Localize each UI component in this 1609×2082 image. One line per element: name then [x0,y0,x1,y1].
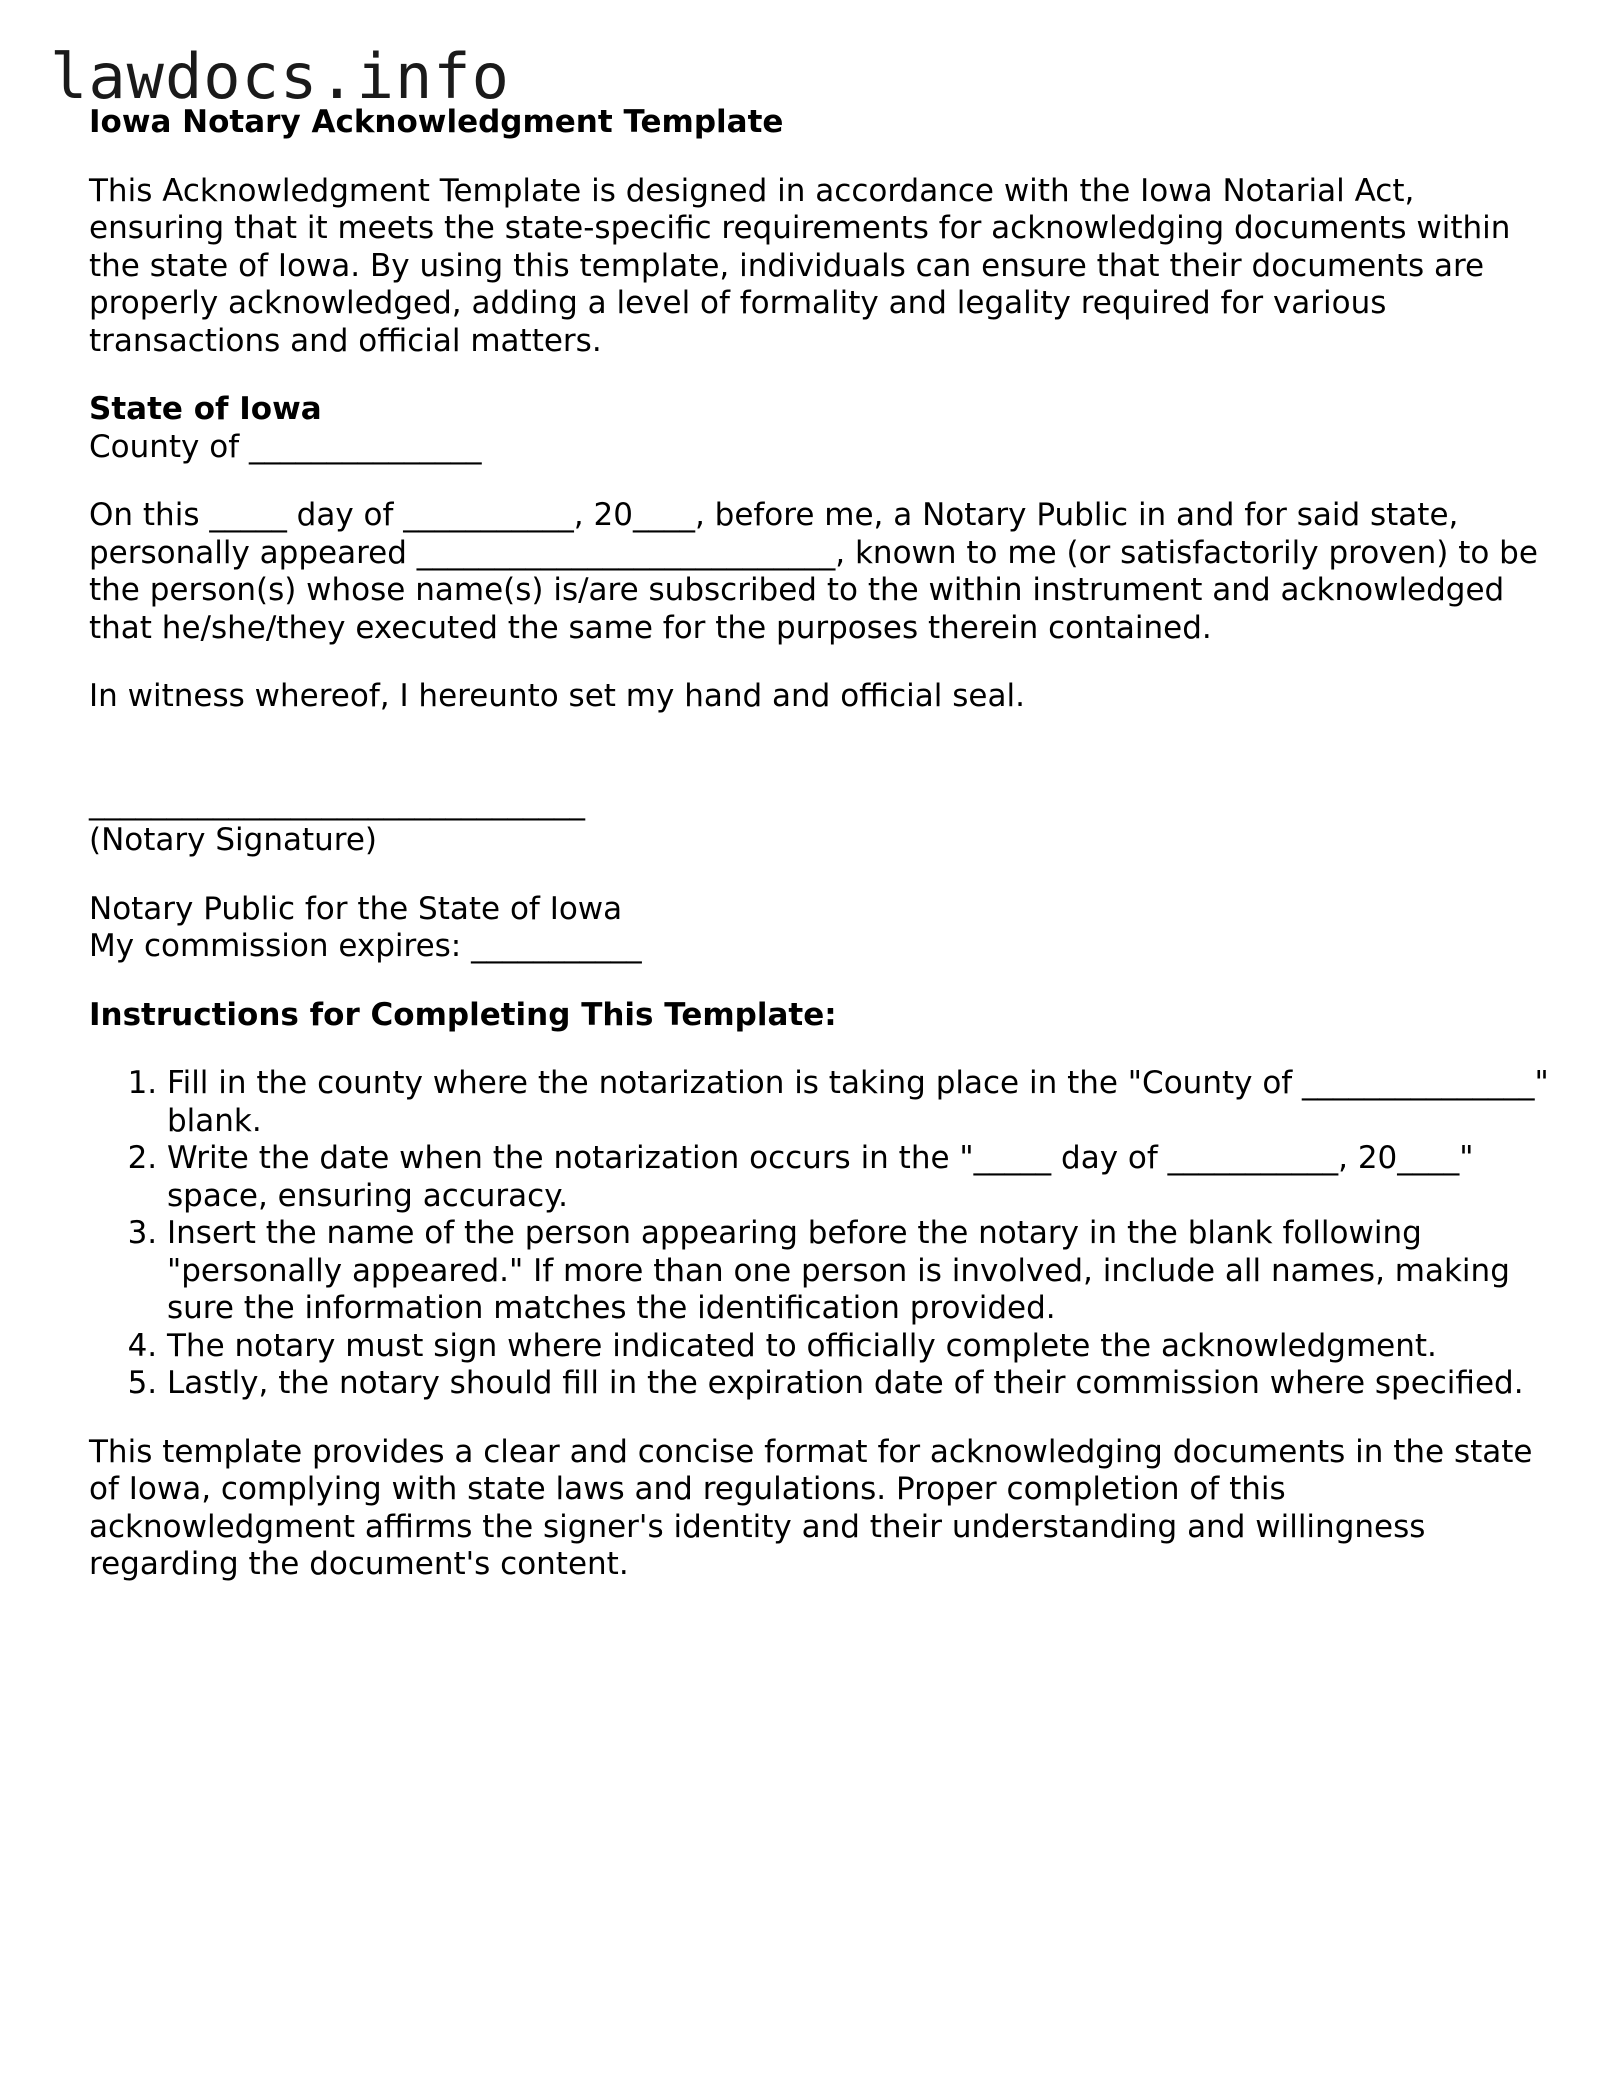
instruction-item: 5. Lastly, the notary should fill in the expiration date of their commission where specified. [167,1365,1549,1403]
notary-public-line: Notary Public for the State of Iowa [89,890,623,927]
witness-paragraph: In witness whereof, I hereunto set my hand and official seal. [89,678,1025,714]
document-title: Iowa Notary Acknowledgment Template [89,104,784,140]
signature-label: (Notary Signature) [89,822,377,858]
commission-line: My commission expires: ___________ [89,928,642,964]
closing-paragraph: This template provides a clear and concise format for acknowledging documents in the state of Iowa, complying with state laws and regulations. Proper completion of this acknowledgment affirms the signer's identity and their understanding and willingness regarding the document's content. [89,1433,1533,1582]
instructions-list [89,1065,1549,1403]
watermark-text: lawdocs.info [50,40,510,113]
instruction-item: 3. Insert the name of the person appearing before the notary in the blank following "personally appeared." If more than one person is involved, include all names, making sure the information matches the identification provided. [167,1215,1549,1328]
state-heading: State of Iowa [89,391,322,427]
venue-block [89,391,1549,466]
instructions-heading: Instructions for Completing This Template: [89,996,837,1033]
instruction-item: 1. Fill in the county where the notarization is taking place in the "County of _______________" blank. [167,1065,1549,1140]
intro-paragraph: This Acknowledgment Template is designed in accordance with the Iowa Notarial Act, ensuring that it meets the state-specific requirements for acknowledging documents within the state of Iowa. By using this template, individuals can ensure that their documents are properly acknowledged, adding a level of formality and legality required for various transactions and official matters. [89,172,1511,359]
signature-line: ________________________________ [89,784,585,821]
county-line: County of _______________ [89,428,482,465]
instruction-item: 2. Write the date when the notarization occurs in the "_____ day of ___________, 20____" space, ensuring accuracy. [167,1140,1549,1215]
instruction-item: 4. The notary must sign where indicated to officially complete the acknowledgment. [167,1328,1549,1366]
acknowledgment-paragraph: On this _____ day of ___________, 20____, before me, a Notary Public in and for said state, personally appeared ___________________________, known to me (or satisfactorily proven) to be the person(s) whose name(s) is/are subscribed to the within instrument and acknowledged that he/she/they executed the same for the purposes therein contained. [89,497,1538,646]
signature-block [89,785,1549,860]
document-body [89,104,1549,1615]
notary-block [89,891,1549,966]
